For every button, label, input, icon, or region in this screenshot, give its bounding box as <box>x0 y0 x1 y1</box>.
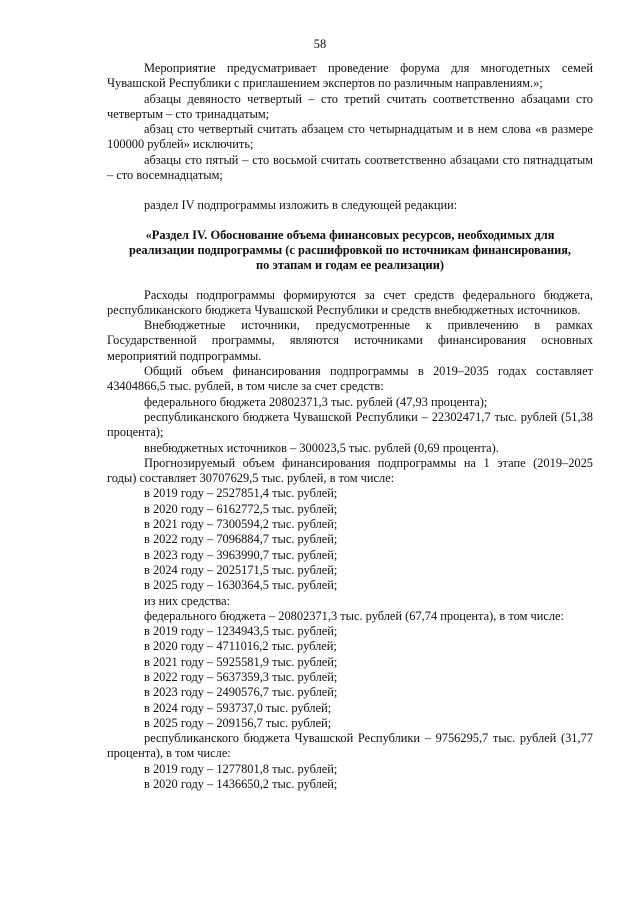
paragraph: федерального бюджета 20802371,3 тыс. рублей (47,93 процента); <box>144 394 488 409</box>
paragraph: Мероприятие предусматривает проведение форума для многодетных семей Чувашской Республики с приглашением экспертов по различным направлениям.»; <box>107 61 593 91</box>
paragraph: республиканского бюджета Чувашской Республики – 22302471,7 тыс. рублей (51,38 процента); <box>107 409 593 440</box>
paragraph: федерального бюджета – 20802371,3 тыс. рублей (67,74 процента), в том числе: <box>144 608 565 623</box>
paragraph: республиканского бюджета Чувашской Республики – 9756295,7 тыс. рублей (31,77 процента), в том числе: <box>107 731 593 761</box>
list-item: в 2024 году – 593737,0 тыс. рублей; <box>144 700 332 715</box>
list-item: в 2020 году – 6162772,5 тыс. рублей; <box>144 501 338 516</box>
list-item: в 2021 году – 5925581,9 тыс. рублей; <box>144 654 338 669</box>
paragraph: абзацы сто пятый – сто восьмой считать соответственно абзацами сто пятнадцатым – сто восемнадцатым; <box>107 152 593 183</box>
section-heading: «Раздел IV. Обоснование объема финансовых ресурсов, необходимых для реализации подпрограммы (с расшифровкой по источникам финансирования, по этапам и годам ее реализации) <box>128 227 572 273</box>
list-item: в 2020 году – 1436650,2 тыс. рублей; <box>144 777 338 792</box>
list-item: в 2023 году – 3963990,7 тыс. рублей; <box>144 547 338 562</box>
list-item: в 2025 году – 1630364,5 тыс. рублей; <box>144 578 338 593</box>
list-item: в 2021 году – 7300594,2 тыс. рублей; <box>144 517 338 532</box>
paragraph: Расходы подпрограммы формируются за счет средств федерального бюджета, республиканского бюджета Чувашской Республики и средств внебюджетных источников. <box>107 287 593 317</box>
paragraph: абзацы девяносто четвертый – сто третий считать соответственно абзацами сто четвертым – сто тринадцатым; <box>107 91 593 121</box>
list-item: в 2019 году – 1277801,8 тыс. рублей; <box>144 761 338 776</box>
document-body <box>107 61 593 792</box>
paragraph: Внебюджетные источники, предусмотренные к привлечению в рамках Государственной программы, являются источниками финансирования основных мероприятий подпрограммы. <box>107 318 593 363</box>
list-item: в 2022 году – 7096884,7 тыс. рублей; <box>144 532 338 547</box>
list-item: в 2023 году – 2490576,7 тыс. рублей; <box>144 685 338 700</box>
list-item: в 2024 году – 2025171,5 тыс. рублей; <box>144 562 338 577</box>
list-item: в 2022 году – 5637359,3 тыс. рублей; <box>144 669 338 684</box>
list-item: в 2020 году – 4711016,2 тыс. рублей; <box>144 639 337 654</box>
paragraph: абзац сто четвертый считать абзацем сто четырнадцатым и в нем слова «в размере 100000 рублей» исключить; <box>107 122 593 152</box>
page-number: 58 <box>313 37 327 51</box>
list-item: в 2025 году – 209156,7 тыс. рублей; <box>144 715 332 730</box>
section-intro: раздел IV подпрограммы изложить в следующей редакции: <box>144 198 458 213</box>
list-item: в 2019 году – 2527851,4 тыс. рублей; <box>144 486 338 501</box>
paragraph: Прогнозируемый объем финансирования подпрограммы на 1 этапе (2019–2025 годы) составляет 30707629,5 тыс. рублей, в том числе: <box>107 455 593 486</box>
paragraph: внебюджетных источников – 300023,5 тыс. рублей (0,69 процента). <box>144 440 499 455</box>
list-item: в 2019 году – 1234943,5 тыс. рублей; <box>144 624 338 639</box>
paragraph: Общий объем финансирования подпрограммы в 2019–2035 годах составляет 43404866,5 тыс. рублей, в том числе за счет средств: <box>107 364 593 394</box>
list-item: из них средства: <box>144 593 231 608</box>
